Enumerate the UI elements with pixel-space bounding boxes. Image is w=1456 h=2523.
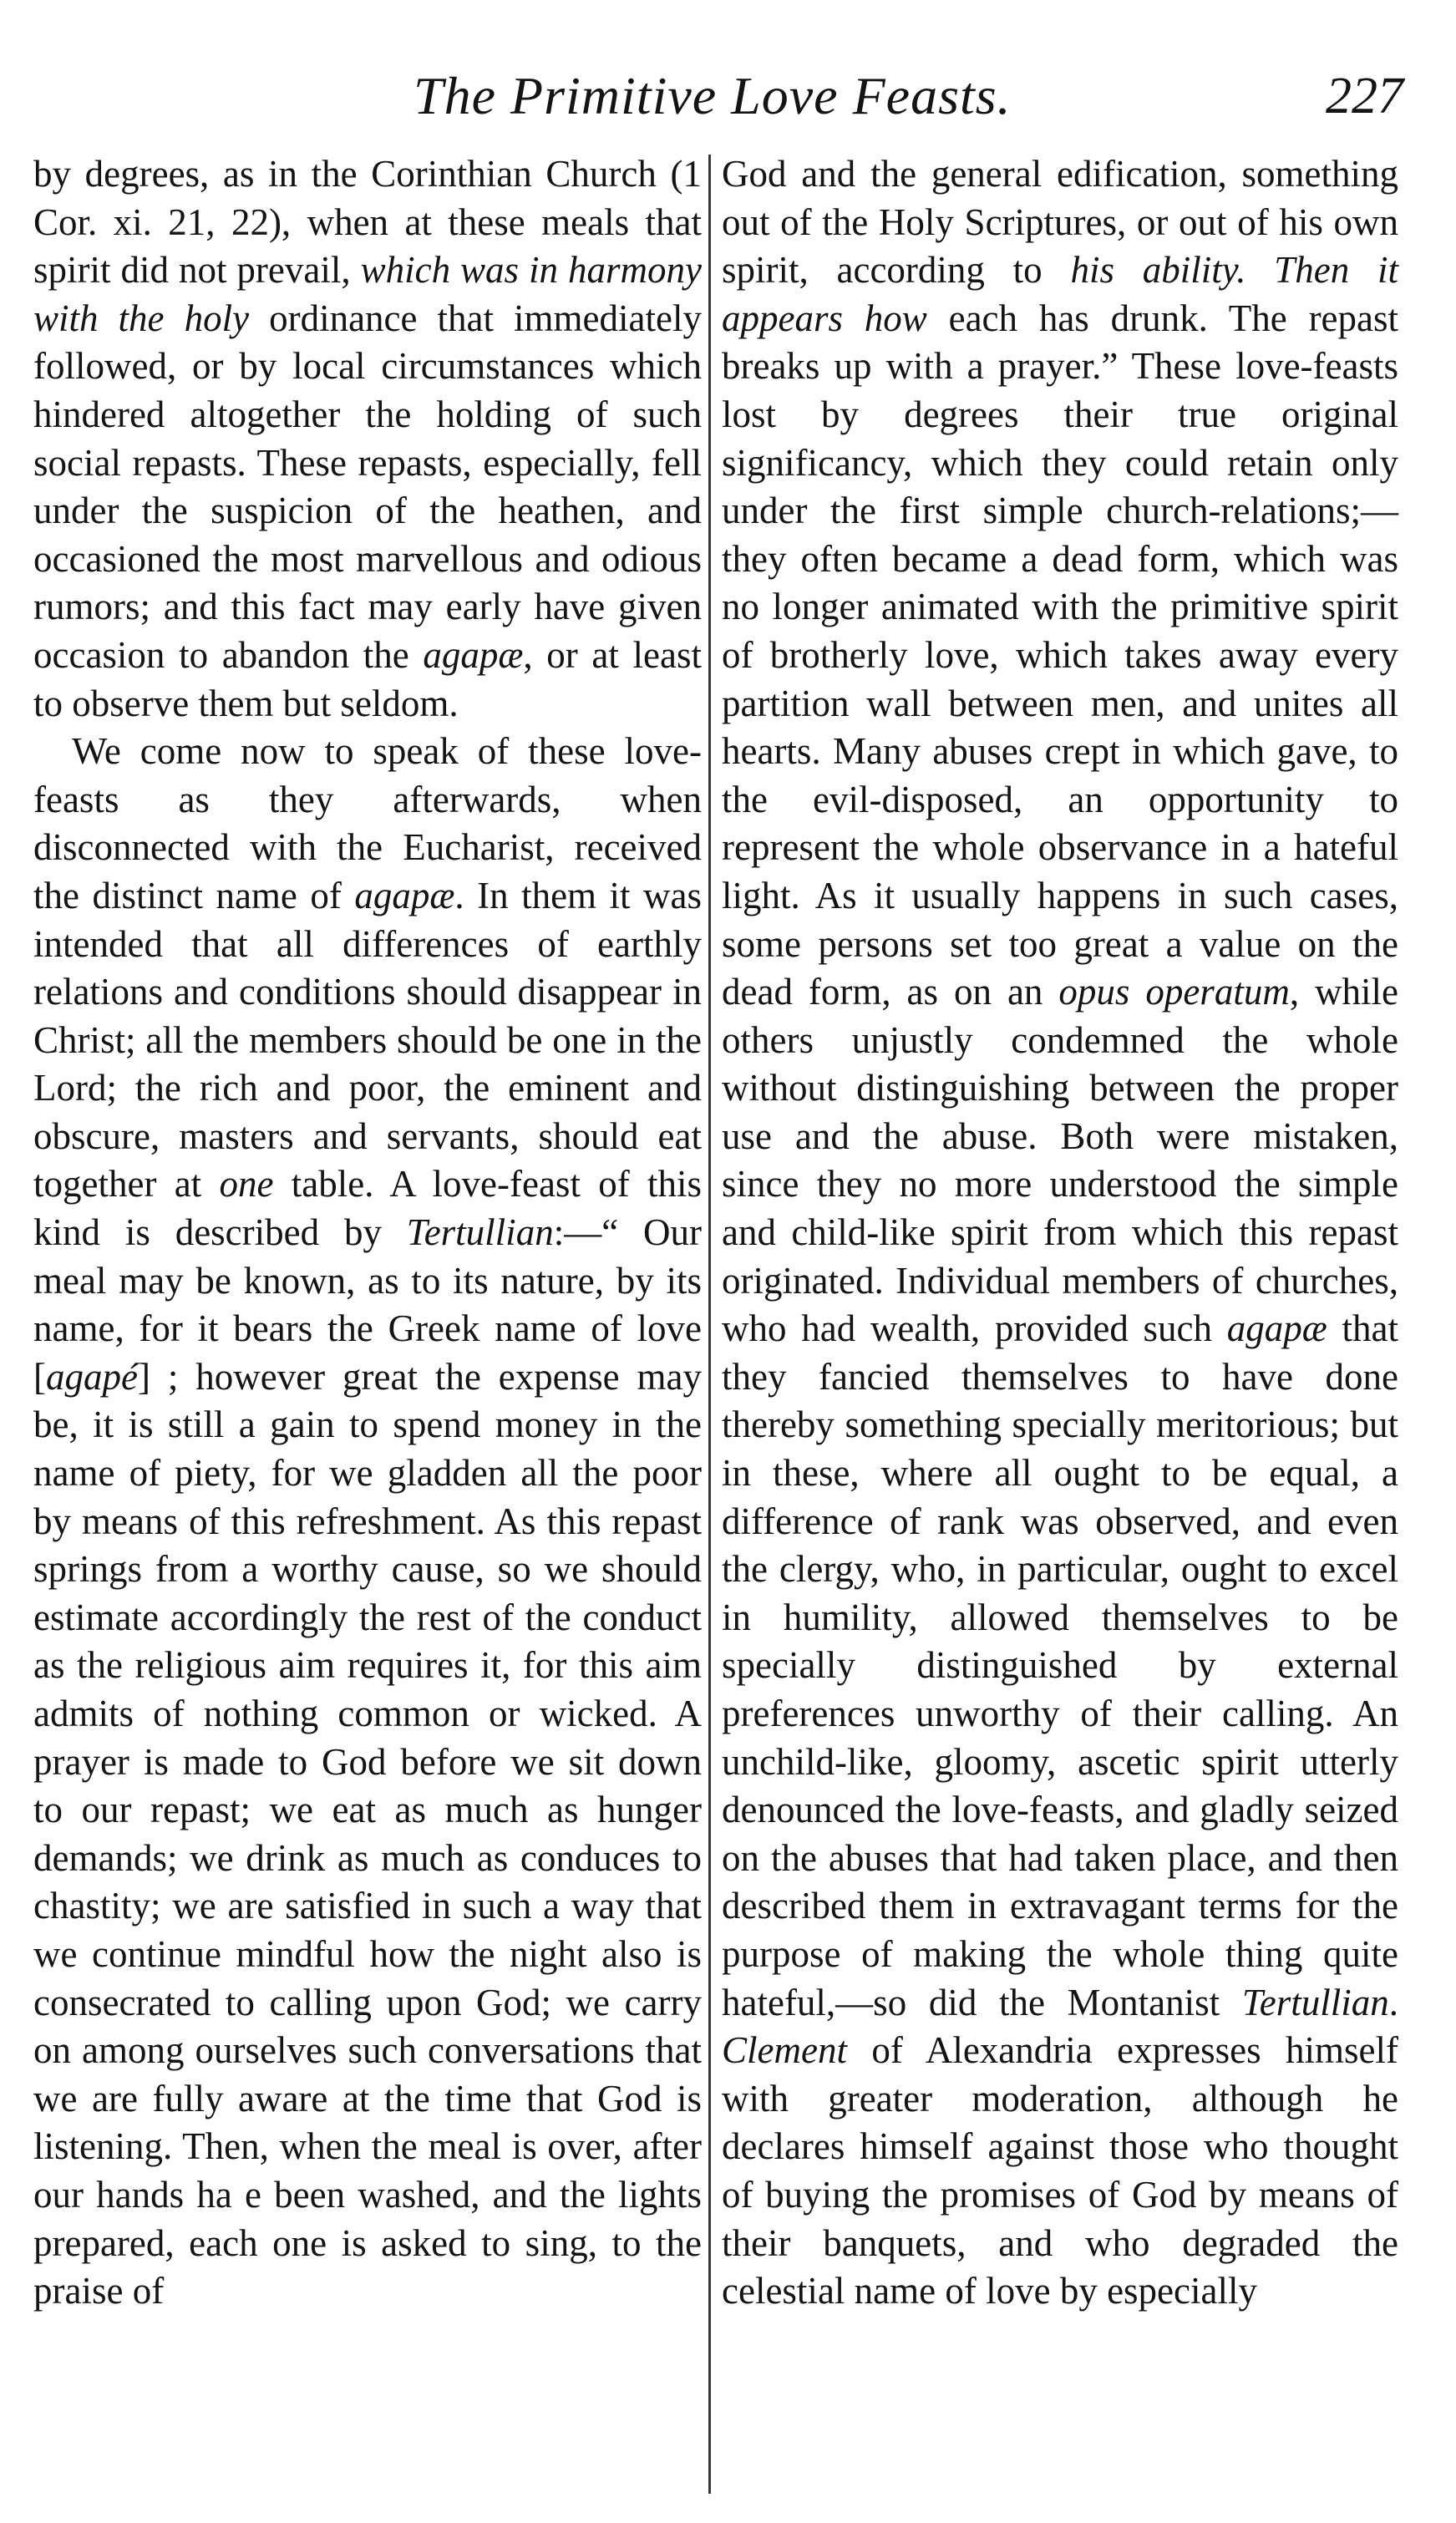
text-run: , or at least to observe them but seldom.: [33, 633, 702, 724]
text-run: God and the general edification, something out of the Holy Scriptures, or out of his own spirit, according to: [722, 153, 1398, 292]
left-paragraph-2: [33, 728, 702, 2316]
text-run: ordinance that immediately followed, or by local circumstances which hindered altogether the holding of such social repasts. These repasts, especially, fell under the suspicion of the heathen, and occasioned the most marvellous and odious rumors; and this fact may early have given occasion to abandon the: [33, 297, 702, 676]
italic-run: agapæ: [354, 874, 455, 916]
right-paragraph-1: [722, 150, 1398, 2316]
text-run: We come now to speak of these love-feasts as they afterwards, when disconnected with the Eucharist, received the distinct name of: [33, 730, 702, 916]
italic-run: Clement: [722, 2029, 847, 2072]
text-run: that they fancied themselves to have done thereby something specially meritorious; but in these, where all ought to be equal, a difference of rank was observed, and even the clergy, who, in particular, ought to excel in humility, allowed themselves to be specially distinguished by external preferences unworthy of their calling. An unchild-like, gloomy, ascetic spirit utterly denounced the love-feasts, and gladly seized on the abuses that had taken place, and then described them in extravagant terms for the purpose of making the whole thing quite hateful,—so did the Montanist: [722, 1307, 1399, 2023]
italic-run: one: [219, 1163, 274, 1206]
text-run: .: [1388, 1981, 1399, 2023]
italic-run: his ability. Then it appears how: [722, 249, 1398, 339]
italic-run: which was in harmony with the holy: [33, 249, 702, 339]
column-divider: [708, 155, 711, 2494]
italic-run: opus operatum: [1058, 971, 1290, 1013]
text-run: . In them it was intended that all differences of earthly relations and conditions should disappear in Christ; all the members should be one in the Lord; the rich and poor, the eminent and obscure, masters and servants, should eat together at: [33, 874, 702, 1206]
left-column: [33, 150, 702, 2316]
left-paragraph-1: [33, 150, 702, 728]
page-header: [33, 58, 1403, 134]
italic-run: agapé: [46, 1355, 138, 1398]
italic-run: Tertullian: [1241, 1981, 1389, 2023]
text-run: table. A love-feast of this kind is described by: [33, 1163, 702, 1254]
running-title: The Primitive Love Feasts.: [413, 66, 1012, 125]
italic-run: agapæ: [1226, 1307, 1327, 1350]
italic-run: agapæ: [423, 633, 524, 676]
text-run: , while others unjustly condemned the whole without distinguishing between the proper use and the abuse. Both were mistaken, since they no more understood the simple and child-like spirit from which this repast originated. Individual members of churches, who had wealth, provided such: [722, 971, 1399, 1350]
text-run: :—“ Our meal may be known, as to its nature, by its name, for it bears the Greek name of love [: [33, 1211, 702, 1398]
text-run: each has drunk. The repast breaks up with a prayer.” These love-feasts lost by degrees their true original significancy, which they could retain only under the first simple church-relations;—they often became a dead form, which was no longer animated with the primitive spirit of brotherly love, which takes away every partition wall between men, and unites all hearts. Many abuses crept in which gave, to the evil-disposed, an opportunity to represent the whole observance in a hateful light. As it usually happens in such cases, some persons set too great a value on the dead form, as on an: [722, 297, 1399, 1013]
text-run: by degrees, as in the Corinthian Church (1 Cor. xi. 21, 22), when at these meals that spirit did not prevail,: [33, 153, 702, 292]
text-run: ] ; however great the expense may be, it is still a gain to spend money in the name of piety, for we gladden all the poor by means of this refreshment. As this repast springs from a worthy cause, so we should estimate accordingly the rest of the conduct as the religious aim requires it, for this aim admits of nothing common or wicked. A prayer is made to God before we sit down to our repast; we eat as much as hunger demands; we drink as much as conduces to chastity; we are satisfied in such a way that we continue mindful how the night also is consecrated to calling upon God; we carry on among ourselves such conversations that we are fully aware at the time that God is listening. Then, when the meal is over, after our hands ha e been washed, and the lights prepared, each one is asked to sing, to the praise of: [33, 1355, 702, 2312]
italic-run: Tertullian: [406, 1211, 554, 1254]
right-column: [722, 150, 1398, 2316]
text-run: of Alexandria expresses himself with greater moderation, although he declares himself against those who thought of buying the promises of God by means of their banquets, and who degraded the celestial name of love by especially: [722, 2029, 1398, 2312]
page-number: 227: [1326, 68, 1403, 124]
